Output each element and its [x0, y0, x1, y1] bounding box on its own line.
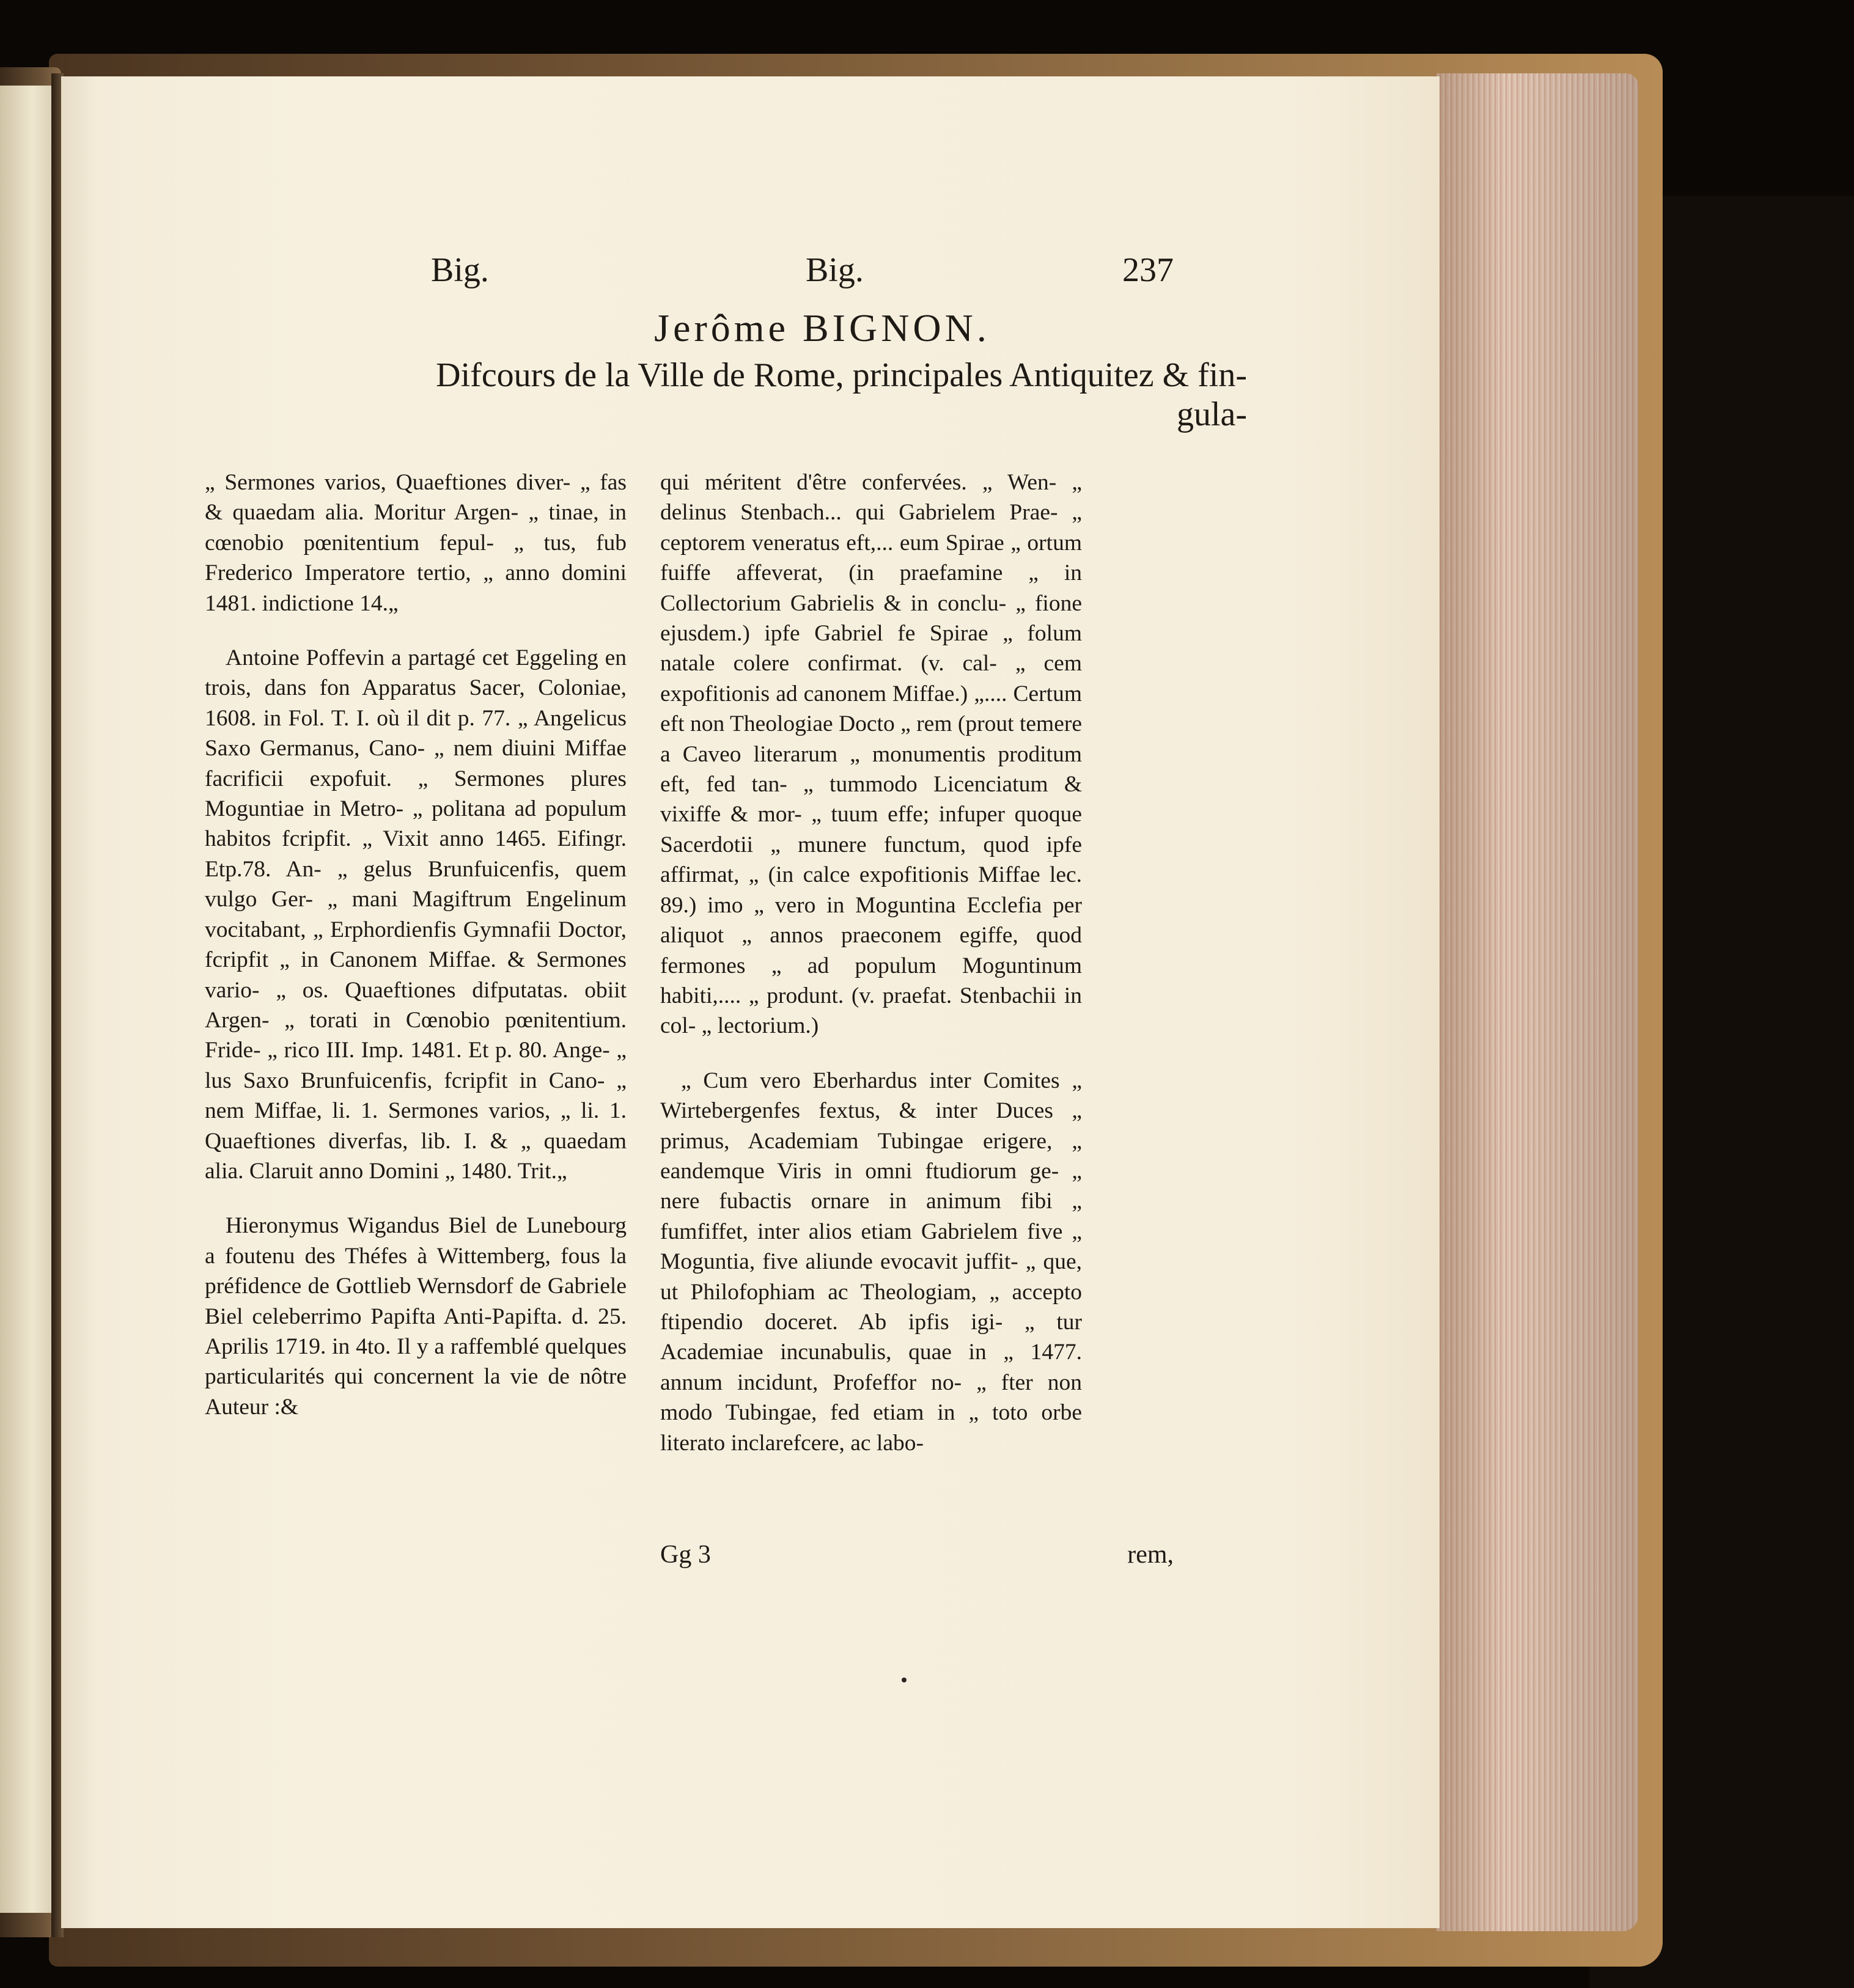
section-subtitle: [245, 356, 1247, 434]
left-paragraph-3: Hieronymus Wigandus Biel de Lunebourg a foutenu des Théfes à Wittemberg, fous la préfidence de Gottlieb Wernsdorf de Gabriele Biel celeberrimo Papifta Anti-Papifta. d. 25. Aprilis 1719. in 4to. Il y a raffemblé quelques particularités qui concernent la vie de nôtre Auteur :&: [205, 1213, 627, 1420]
ink-speck: [902, 1678, 907, 1682]
catchword: rem,: [1127, 1541, 1174, 1569]
left-facing-page: [0, 86, 54, 1913]
subtitle-line-2: gula-: [1176, 395, 1247, 433]
page-fore-edges-shade: [1436, 73, 1638, 1931]
left-column: [205, 468, 627, 1422]
left-paragraph-2: Antoine Poffevin a partagé cet Eggeling en trois, dans fon Apparatus Sacer, Coloniae, 1608. in Fol. T. I. où il dit p. 77. „ Angelicus Saxo Germanus, Cano- „ nem diuini Miffae facrificii expofuit. „ Sermones plures Moguntiae in Metro- „ politana ad populum habitos fcripfit. „ Vixit anno 1465. Eifingr. Etp.78. An- „ gelus Brunfuicenfis, quem vulgo Ger- „ mani Magiftrum Engelinum vocitabant, „ Erphordienfis Gymnafii Doctor, fcripfit „ in Canonem Miffae. & Sermones vario- „ os. Quaeftiones difputatas. obiit Argen- „ torati in Cœnobio pœnitentium. Fride- „ rico III. Imp. 1481. Et p. 80. Ange- „ lus Saxo Brunfuicenfis, fcripfit in Cano- „ nem Miffae, li. 1. Sermones varios, „ li. 1. Quaeftiones diverfas, lib. I. & „ quaedam alia. Claruit anno Domini „ 1480. Trit.„: [205, 645, 627, 1184]
running-head-left: Big.: [431, 251, 489, 289]
running-head-center: Big.: [806, 251, 864, 289]
page-number: 237: [1122, 251, 1174, 289]
printed-page: [61, 76, 1440, 1928]
subtitle-line-1: Difcours de la Ville de Rome, principales Antiquitez & fin-: [436, 356, 1247, 394]
right-paragraph-1: qui méritent d'être confervées. „ Wen- „ delinus Stenbach... qui Gabrielem Prae- „ ceptorem veneratus eft,... eum Spirae „ ortum fuiffe affeverat, (in praefamine „ in Collectorium Gabrielis & in conclu- „ fione ejusdem.) ipfe Gabriel fe Spirae „ folum natale colere confirmat. (v. cal- „ cem expofitionis ad canonem Miffae.) „.... Certum eft non Theologiae Docto „ rem (prout temere a Caveo literarum „ monumentis proditum eft, fed tan- „ tummodo Licenciatum & vixiffe & mor- „ tuum effe; infuper quoque Sacerdotii „ munere functum, quod ipfe affirmat, „ (in calce expofitionis Miffae lec. 89.) imo „ vero in Moguntina Ecclefia per aliquot „ annos praeconem egiffe, quod fermones „ ad populum Moguntinum habiti,.... „ produnt. (v. praefat. Stenbachii in col- „ lectorium.): [660, 470, 1082, 1039]
signature-mark: Gg 3: [660, 1541, 711, 1569]
right-paragraph-2: „ Cum vero Eberhardus inter Comites „ Wirtebergenfes fextus, & inter Duces „ primus, Academiam Tubingae erigere, „ eandemque Viris in omni ftudiorum ge- „ nere fubactis ornare in animum fibi „ fumfiffet, inter alios etiam Gabrielem five „ Moguntia, five aliunde evocavit juffit- „ que, ut Philofophiam ac Theologiam, „ accepto ftipendio doceret. Ab ipfis igi- „ tur Academiae incunabulis, quae in „ 1477. annum incidunt, Profeffor no- „ fter non modo Tubingae, fed etiam in „ toto orbe literato inclarefcere, ac labo-: [660, 1068, 1082, 1456]
left-paragraph-1: „ Sermones varios, Quaeftiones diver- „ fas & quaedam alia. Moritur Argen- „ tinae, in cœnobio pœnitentium fepul- „ tus, fub Frederico Imperatore tertio, „ anno domini 1481. indictione 14.„: [205, 470, 627, 616]
right-column: [660, 468, 1082, 1458]
section-title: Jerôme BIGNON.: [654, 306, 990, 350]
